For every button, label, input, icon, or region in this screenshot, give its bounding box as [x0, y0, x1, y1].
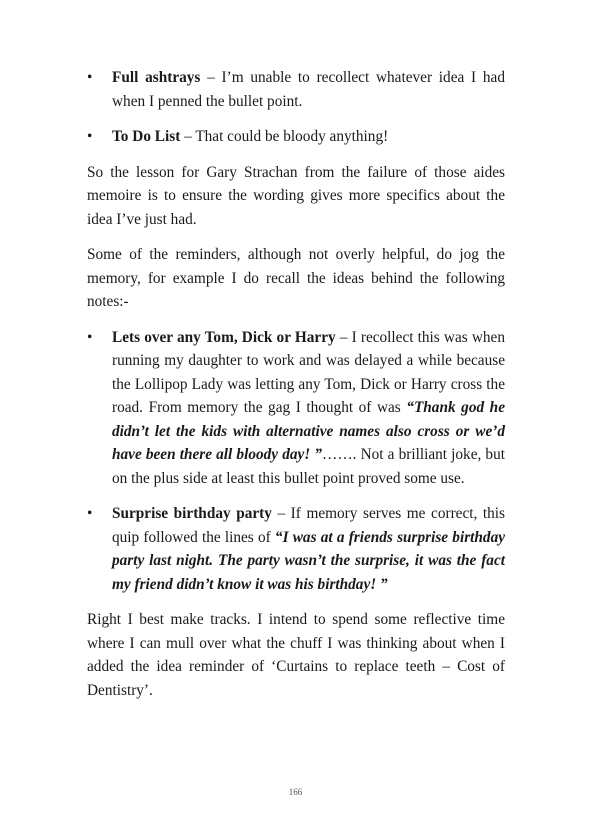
bullet-term: Lets over any Tom, Dick or Harry — [112, 328, 336, 346]
bullet-quote: “Thank god he didn’t let the kids with alternative names also cross or we’d have been there all bloody day! ” — [112, 399, 505, 463]
bullet-to-do-list — [87, 125, 505, 149]
bullet-full-ashtrays — [87, 66, 505, 113]
bullet-quote: “I was at a friends surprise birthday party last night. The party wasn’t the surprise, it was the fact my friend didn’t know it was his birthday! ” — [112, 528, 506, 593]
bullet-dot: • — [87, 69, 93, 86]
bullet-dot: • — [87, 505, 93, 522]
page-number: 166 — [288, 787, 303, 797]
page-body — [87, 66, 505, 714]
bullet-dot: • — [87, 128, 93, 145]
bullet-text: – If memory serves me correct, this quip followed the lines of — [112, 505, 505, 546]
bullet-text: – I’m unable to recollect whatever idea I had when I penned the bullet point. — [112, 69, 505, 110]
paragraph-lesson: So the lesson for Gary Strachan from the failure of those aides memoire is to ensure the wording gives more specifics about the idea I’ve just had. — [87, 163, 505, 228]
bullet-surprise-birthday — [87, 502, 505, 596]
bullet-term: To Do List — [112, 128, 181, 145]
bullet-tom-dick-harry — [87, 326, 505, 491]
bullet-dot: • — [87, 328, 93, 346]
bullet-term: Surprise birthday party — [112, 505, 272, 522]
bullet-text-after: ……. Not a brilliant joke, but on the plus side at least this bullet point proved some use. — [112, 446, 505, 487]
bullet-text: – That could be bloody anything! — [180, 128, 389, 145]
bullet-term: Full ashtrays — [112, 69, 201, 86]
bullet-text: – I recollect this was when running my daughter to work and was delayed a while because the Lollipop Lady was letting any Tom, Dick or Harry cross the road. From memory the gag I thought of was — [112, 328, 505, 416]
paragraph-closing: Right I best make tracks. I intend to spend some reflective time where I can mull over what the chuff I was thinking about when I added the idea reminder of ‘Curtains to replace teeth – Cost of Dentistry’. — [87, 611, 505, 699]
paragraph-reminders: Some of the reminders, although not overly helpful, do jog the memory, for example I do recall the ideas behind the following notes:- — [87, 246, 505, 310]
